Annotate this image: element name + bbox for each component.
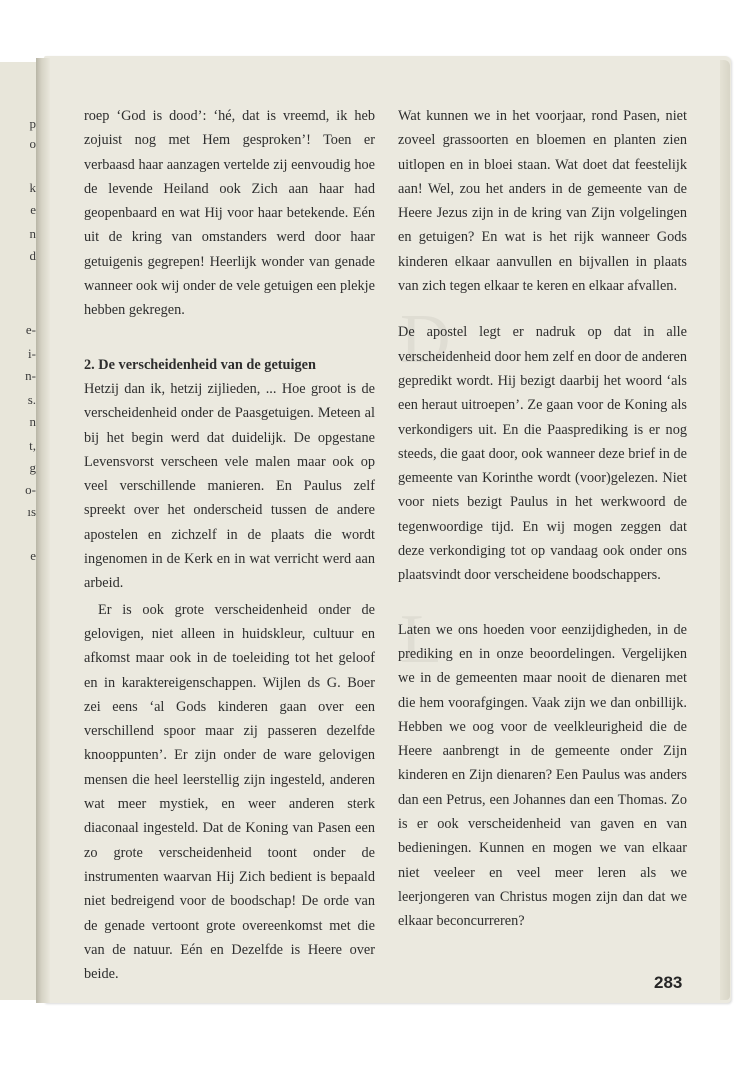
- left-page-fragment: n: [29, 226, 36, 241]
- page-edge-shadow: [720, 60, 730, 1000]
- left-paragraph-1: roep ‘God is dood’: ‘hé, dat is vreemd, ik heb zojuist nog met Hem gesproken’! Toen er verbaasd haar aanzagen vertelde zij eenvoudig hoe de levende Heiland ook Zich aan haar had geopenbaard en wat Hij voor haar betekende. Eén uit de kring van omstanders werd door haar getuigenis gegrepen! Heerlijk wonder van genade wanneer ook wij onder de vele getuigen een plekje hebben gekregen.: [84, 108, 375, 319]
- show-through-letter: L: [400, 601, 443, 678]
- left-page-fragment: n-: [25, 368, 36, 383]
- previous-page-edge: [0, 62, 41, 1000]
- left-text-column: [84, 104, 375, 986]
- right-paragraph-1: Wat kunnen we in het voorjaar, rond Pasen, niet zoveel grassoorten en bloemen en planten zien uitlopen en in bloei staan. Wat doet dat feestelijk aan! Wel, zou het anders in de gemeente van de Heere Jezus zijn in de kring van Zijn volgelingen en getuigen? En wat is het rijk wanneer Gods kinderen elkaar aanvullen en bijvallen in plaats van zich tegen elkaar te keren en elkaar afvallen.: [398, 108, 687, 295]
- left-page-fragment: o-: [25, 482, 36, 497]
- left-page-fragment: t,: [29, 438, 36, 453]
- page-number: 283: [654, 973, 683, 992]
- left-page-fragment: e: [30, 548, 36, 563]
- right-text-column: [398, 104, 687, 934]
- left-page-fragment: k: [29, 180, 36, 195]
- show-through-letter: D: [400, 301, 451, 378]
- right-paragraph-3: Laten we ons hoeden voor eenzijdigheden, in de prediking en in onze beoordelingen. Vergelijken we in de gemeenten maar nooit de dienaren met die hem voorafgingen. Vaak zijn we dan onbillijk. Hebben we oog voor de veelkleurigheid die de Heere aanbrengt in de gemeente onder Zijn kinderen en Zijn dienaren? Een Paulus was anders dan een Petrus, een Johannes dan een Thomas. Zo is er ook verscheidenheid van gaven en van bedieningen. Kunnen en mogen we van elkaar niet veeleer en veel meer leren als we leerjongeren van Christus mogen zijn dan dat we elkaar beconcurreren?: [398, 621, 687, 930]
- left-paragraph-2: Hetzij dan ik, hetzij zijlieden, ... Hoe groot is de verscheidenheid onder de Paasgetuigen. Meteen al bij het begin werd dat duidelijk. De opgestane Levensvorst verscheen vele malen maar ook op veel verschillende manieren. En Paulus zelf spreekt over het onderscheid tussen de andere apostelen en zichzelf in de plaats die wordt ingenomen in de Kerk en in wat verricht werd aan arbeid.: [84, 380, 375, 592]
- left-page-fragment: i-: [28, 346, 36, 361]
- left-page-fragment: e-: [25, 322, 36, 337]
- left-page-fragment: e: [30, 202, 36, 217]
- left-page-fragment: ıs: [27, 504, 36, 519]
- section-heading: 2. De verscheidenheid van de getuigen: [84, 356, 316, 373]
- left-page-fragment: g: [29, 460, 36, 475]
- left-page-fragment: n: [29, 414, 36, 429]
- left-paragraph-3: Er is ook grote verscheidenheid onder de gelovigen, niet alleen in huidskleur, cultuur en afkomst maar ook in de toeleiding tot het geloof en in karaktereigenschappen. Wijlen ds G. Boer zei eens ‘al Gods kinderen gaan over een verschillend spoor maar zij passeren dezelfde knooppunten’. Er zijn onder de ware gelovigen mensen die heel leerstellig zijn ingesteld, anderen wat meer mystiek, en weer anderen sterk diaconaal ingesteld. Dat de Koning van Pasen een zo grote verscheidenheid toont onder de instrumenten waarvan Hij Zich bedient is bepaald niet bedreigend voor de boodschap! De orde van de genade vertoont grote overeenkomst met die van de natuur. Eén en Dezelfde is Heere over beide.: [84, 601, 375, 983]
- left-page-fragment: p: [29, 116, 36, 131]
- book-gutter: [36, 58, 50, 1003]
- left-page-fragment: o: [29, 136, 36, 151]
- left-page-fragment: s.: [27, 392, 36, 407]
- left-page-fragment: d: [29, 248, 36, 263]
- right-paragraph-2: De apostel legt er nadruk op dat in alle verscheidenheid door hem zelf en door de anderen gepredikt wordt. Hij bezigt daarbij het woord ‘als een heraut uitroepen’. Ze gaan voor de Koning als verkondigers uit. En die Paasprediking is er nog steeds, die gaat door, ook wanneer deze brief in de gemeente van Korinthe wordt (voor)gelezen. Niet voor niets bezigt Paulus in het werkwoord de tegenwoordige tijd. En wij mogen zeggen dat deze verkondiging tot op vandaag ook onder ons plaatsvindt door verscheidene boodschappers.: [398, 324, 687, 584]
